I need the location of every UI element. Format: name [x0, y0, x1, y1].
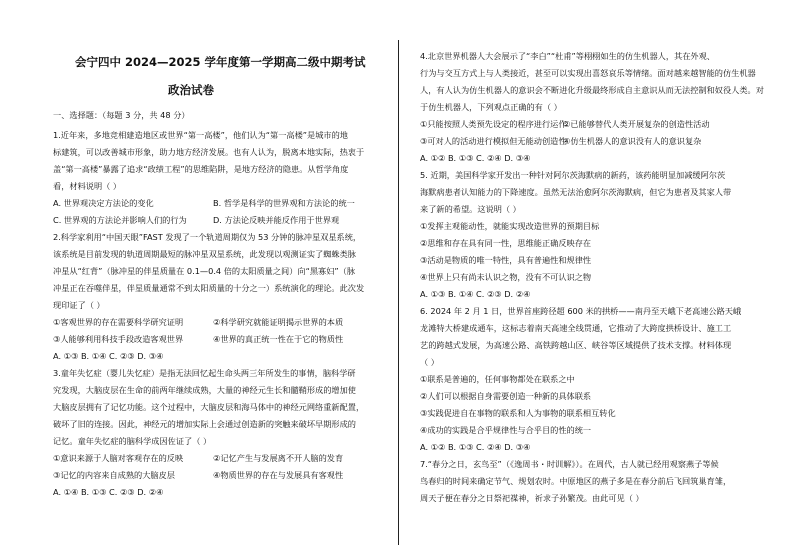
text-line: ③活动是物质的唯一特性，具有普遍性和规律性: [420, 255, 592, 265]
text-line: 人，有人认为仿生机器人的意识会不断进化升级最终形成自主意识从而无法控制和奴役人类。对: [420, 85, 764, 95]
text-line: 4.北京世界机器人大会展示了“李白”“杜甫”等栩栩如生的仿生机器人，其在外观、: [420, 51, 715, 61]
text-line: B. 哲学是科学的世界观和方法论的统一: [213, 198, 355, 208]
text-line: ④世界上只有尚未认识之物，没有不可认识之物: [420, 272, 592, 282]
text-line: 记忆。童年失忆症的脑科学成因佐证了（ ）: [53, 436, 212, 446]
text-line: 7.“春分之日，玄鸟至”（《逸周书・时训解》）。在周代，古人就已经用观察燕子等候: [420, 459, 719, 469]
text-line: 冲星从“红背”（脉冲星的伴星质量在 0.1—0.4 倍的太阳质量之间）向“黑寡妇”（脉: [53, 266, 356, 276]
text-line: D. 方法论反映并能反作用于世界观: [213, 215, 340, 225]
text-line: ③实践促进自在事物的联系和人为事物的联系相互转化: [420, 408, 616, 418]
text-line: ③人能够利用科技手段改造客观世界: [53, 334, 184, 344]
text-line: A. ①③ B. ①④ C. ②③ D. ③④: [53, 351, 164, 361]
text-line: 来了新的希望。这说明（ ）: [420, 204, 521, 214]
text-line: ①意识来源于人脑对客观存在的反映: [53, 453, 184, 463]
text-line: 大脑皮层拥有了记忆功能。这个过程中，大脑皮层和海马体中的神经元网络重新配置，: [53, 402, 365, 412]
text-line: 龙滩特大桥建成通车，这标志着南天高速全线贯通，它推动了大跨度拱桥设计、施工工: [420, 323, 732, 333]
text-line: 于仿生机器人，下列观点正确的有（ ）: [420, 102, 562, 112]
text-line: A. 世界观决定方法论的变化: [53, 198, 154, 208]
text-line: 盖“第一高楼”暴露了追求“政绩工程”的思维陷阱，是地方经济的隐患。从哲学角度: [53, 164, 349, 174]
text-line: ④物质世界的存在与发展具有客观性: [213, 470, 344, 480]
text-line: ①客观世界的存在需要科学研究证明: [53, 317, 184, 327]
text-line: ①联系是普遍的，任何事物都处在联系之中: [420, 374, 575, 384]
text-line: C. 世界观的方法论并影响人们的行为: [53, 215, 187, 225]
text-line: ②人们可以根据自身需要创造一种新的具体联系: [420, 391, 592, 401]
text-line: ③可对人的活动进行模拟但无能动创造性: [420, 136, 567, 146]
text-line: 周天子便在春分之日祭祀禖神，祈求子孙繁茂。由此可见（ ）: [420, 493, 644, 503]
text-line: A. ①② B. ①③ C. ②④ D. ③④: [420, 442, 531, 452]
text-line: 1.近年来，多地竞相建造地区或世界“第一高楼”，他们认为“第一高楼”是城市的地: [53, 130, 348, 140]
text-line: ④世界的真正统一性在于它的物质性: [213, 334, 344, 344]
text-line: A. ①④ B. ①③ C. ②③ D. ②④: [53, 487, 164, 497]
text-line: A. ①② B. ①③ C. ②④ D. ③④: [420, 153, 531, 163]
text-line: 破坏了旧的连接。因此，神经元的增加实际上会通过创造新的突触来破坏早期形成的: [53, 419, 356, 429]
text-line: ②已能够替代人类开展复杂的创造性活动: [563, 119, 710, 129]
section-heading: 一、选择题：（每题 3 分，共 48 分）: [53, 110, 190, 120]
text-line: ④仿生机器人的意识没有人的意识复杂: [563, 136, 702, 146]
text-line: 3.童年失忆症（婴儿失忆症）是指无法回忆起生命头两三年所发生的事情，脑科学研: [53, 368, 356, 378]
text-line: 看，材料说明（ ）: [53, 181, 122, 191]
text-line: 5. 近期，美国科学家开发出一种针对阿尔茨海默病的新药，该药能明显加减缓阿尔茨: [420, 170, 726, 180]
text-line: 现印证了（ ）: [53, 300, 105, 310]
exam-title: 会宁四中 2024—2025 学年度第一学期高二级中期考试: [75, 55, 366, 69]
text-line: 该系统是目前发现的轨道周期最短的脉冲星双星系统，此发现以观测证实了蜘蛛类脉: [53, 249, 356, 259]
column-divider: [398, 40, 399, 545]
text-line: （ ）: [420, 357, 439, 367]
text-line: 海默病患者认知能力的下降速度。虽然无法治愈阿尔茨海默病，但它为患者及其家人带: [420, 187, 732, 197]
text-line: 2.科学家利用“中国天眼”FAST 发现了一个轨道周期仅为 53 分钟的脉冲星双星系统，: [53, 232, 362, 242]
text-line: 鸟春归的时间来确定节气、规划农时。中原地区的燕子多是在春分前后飞回筑巢育雏，: [420, 476, 732, 486]
text-line: ②思维和存在具有同一性，思维能正确反映存在: [420, 238, 592, 248]
exam-subtitle: 政治试卷: [168, 83, 214, 97]
text-line: ②记忆产生与发展离不开人脑的发育: [213, 453, 344, 463]
text-line: 冲星正在吞噬伴星，伴星质量通常不到太阳质量的十分之一）系统演化的理论。此次发: [53, 283, 365, 293]
text-line: 标建筑，可以改善城市形象，助力地方经济发展。也有人认为，脱离本地实际，热衷于: [53, 147, 365, 157]
text-line: ③记忆的内容来自成熟的大脑皮层: [53, 470, 175, 480]
text-line: ①发挥主观能动性，就能实现改造世界的预期目标: [420, 221, 600, 231]
text-line: 艺的跨越式发展，为高速公路、高铁跨越山区、峡谷等区域提供了技术支撑。材料体现: [420, 340, 732, 350]
text-line: ④成功的实践是合乎规律性与合乎目的性的统一: [420, 425, 592, 435]
text-line: ②科学研究就能证明揭示世界的本质: [213, 317, 344, 327]
text-line: 6. 2024 年 2 月 1 日，世界首座跨径超 600 米的拱桥——南丹至天峨下老高速公路天峨: [420, 306, 742, 316]
text-line: 行为与交互方式上与人类接近，甚至可以实现出喜怒哀乐等情绪。面对越来越智能的仿生机器: [420, 68, 756, 78]
text-line: ①只能按照人类预先设定的程序进行运作: [420, 119, 567, 129]
text-line: A. ①③ B. ①④ C. ②③ D. ②④: [420, 289, 531, 299]
text-line: 究发现，大脑皮层在生命的前两年继续成熟，大量的神经元生长和髓鞘形成的增加使: [53, 385, 356, 395]
